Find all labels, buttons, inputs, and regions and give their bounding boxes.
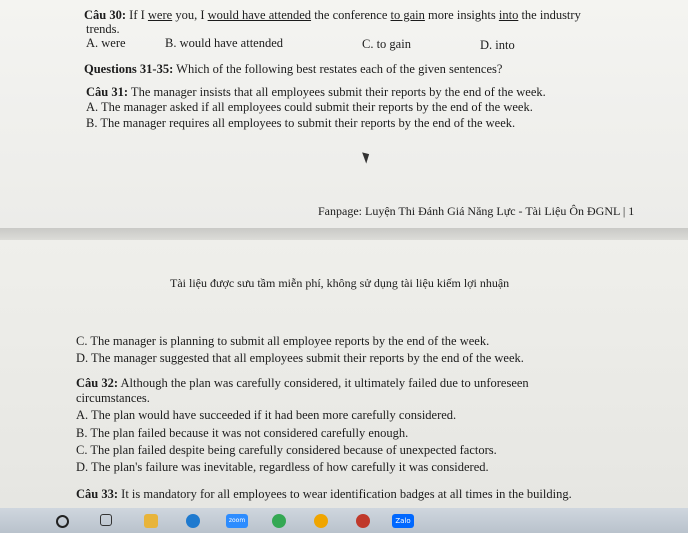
- question-33: Câu 33: It is mandatory for all employees to wear identification badges at all times in the building.: [76, 487, 572, 501]
- page-gap: [0, 228, 688, 240]
- page-top: [0, 0, 688, 228]
- mouse-cursor-icon: [362, 150, 372, 163]
- app-icon[interactable]: [356, 514, 370, 528]
- page-bottom: [0, 240, 688, 508]
- question-30-line2: trends.: [86, 22, 120, 36]
- section-heading: Questions 31-35: Which of the following best restates each of the given sentences?: [84, 62, 503, 76]
- option-31-a: A. The manager asked if all employees could submit their reports by the end of the week.: [86, 100, 533, 114]
- option-32-b: B. The plan failed because it was not considered carefully enough.: [76, 426, 409, 440]
- edge-icon[interactable]: [186, 514, 200, 528]
- zoom-icon[interactable]: zoom: [226, 514, 248, 528]
- taskbar: [0, 508, 688, 533]
- option-30-b: B. would have attended: [165, 36, 284, 50]
- browser-icon[interactable]: [314, 514, 328, 528]
- option-30-c: C. to gain: [362, 37, 411, 51]
- chrome-icon[interactable]: [272, 514, 286, 528]
- zalo-icon[interactable]: Zalo: [392, 514, 414, 528]
- question-32: Câu 32: Although the plan was carefully considered, it ultimately failed due to unforeseen: [76, 376, 529, 390]
- question-33-label: Câu 33:: [76, 487, 119, 501]
- question-32-label: Câu 32:: [76, 376, 119, 390]
- search-icon[interactable]: [56, 515, 69, 528]
- question-32-line2: circumstances.: [76, 391, 150, 405]
- option-31-c: C. The manager is planning to submit all employee reports by the end of the week.: [76, 334, 490, 348]
- option-31-b: B. The manager requires all employees to submit their reports by the end of the week.: [86, 116, 516, 130]
- question-30-label: Câu 30:: [84, 8, 127, 22]
- option-32-c: C. The plan failed despite being carefully considered because of unexpected factors.: [76, 443, 497, 457]
- question-31: Câu 31: The manager insists that all employees submit their reports by the end of the week.: [86, 85, 546, 99]
- page-footer: Fanpage: Luyện Thi Đánh Giá Năng Lực - Tài Liệu Ôn ĐGNL | 1: [318, 204, 635, 218]
- notice-text: Tài liệu được sưu tầm miễn phí, không sử dụng tài liệu kiếm lợi nhuận: [170, 276, 510, 290]
- option-32-a: A. The plan would have succeeded if it had been more carefully considered.: [76, 408, 457, 422]
- option-30-d: D. into: [480, 38, 515, 52]
- option-30-a: A. were: [86, 36, 126, 50]
- option-31-d: D. The manager suggested that all employees submit their reports by the end of the week.: [76, 351, 524, 365]
- task-view-icon[interactable]: [100, 514, 112, 526]
- option-32-d: D. The plan's failure was inevitable, regardless of how carefully it was considered.: [76, 460, 489, 474]
- question-30: Câu 30: If I were you, I would have attended the conference to gain more insights into the industry: [84, 8, 581, 22]
- file-explorer-icon[interactable]: [144, 514, 158, 528]
- question-31-label: Câu 31:: [86, 85, 129, 99]
